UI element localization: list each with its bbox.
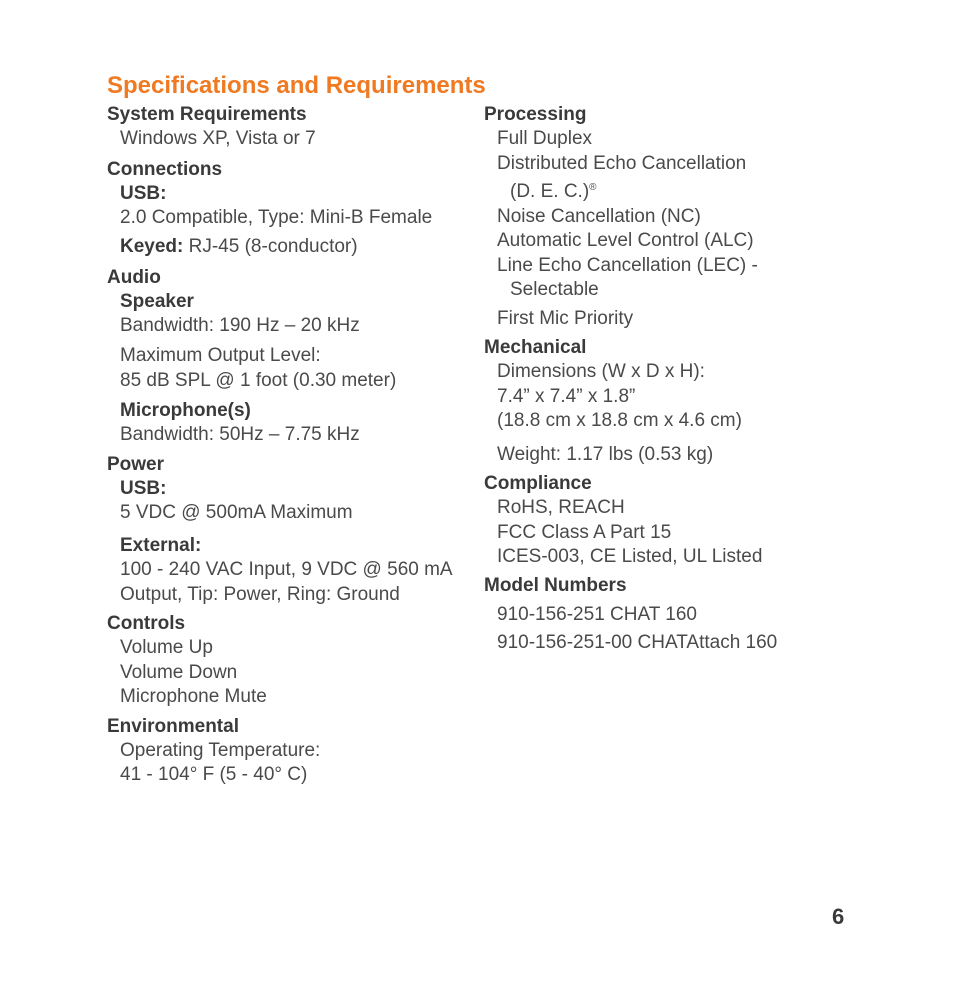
processing-dec-line2: [484, 176, 777, 205]
dec-abbrev: (D. E. C.): [510, 181, 590, 202]
power-heading: Power: [107, 453, 165, 475]
right-column: [484, 103, 777, 656]
connections-usb-label: USB:: [120, 182, 167, 204]
audio-heading: Audio: [107, 266, 161, 288]
controls-item: Microphone Mute: [120, 686, 267, 707]
speaker-max-output-label: Maximum Output Level:: [120, 345, 321, 366]
page-number: 6: [832, 904, 845, 929]
environmental-line2: 41 - 104° F (5 - 40° C): [120, 764, 308, 785]
controls-item: Volume Down: [120, 661, 238, 683]
microphone-bandwidth: Bandwidth: 50Hz – 7.75 kHz: [120, 424, 360, 445]
processing-full-duplex: Full Duplex: [497, 128, 593, 149]
processing-lec-line1: Line Echo Cancellation (LEC) -: [497, 254, 758, 276]
power-usb-label: USB:: [120, 477, 167, 499]
left-column: [107, 103, 453, 788]
system-requirements-value: Windows XP, Vista or 7: [120, 128, 316, 149]
power-usb-value: 5 VDC @ 500mA Maximum: [120, 501, 353, 523]
model-number-item: 910-156-251-00 CHATAttach 160: [497, 632, 778, 653]
mechanical-dimensions-cm: (18.8 cm x 18.8 cm x 4.6 cm): [497, 410, 742, 431]
connections-usb-value: 2.0 Compatible, Type: Mini-B Female: [120, 206, 433, 228]
controls-heading: Controls: [107, 613, 186, 634]
microphone-heading: Microphone(s): [120, 400, 251, 421]
speaker-heading: Speaker: [120, 290, 194, 312]
environmental-line1: Operating Temperature:: [120, 739, 321, 761]
processing-heading: Processing: [484, 104, 587, 125]
processing-dec-line1: Distributed Echo Cancellation: [497, 152, 747, 174]
controls-item: Volume Up: [120, 637, 213, 658]
model-number-item: 910-156-251 CHAT 160: [497, 603, 697, 625]
compliance-heading: Compliance: [484, 473, 592, 494]
power-external-line1: 100 - 240 VAC Input, 9 VDC @ 560 mA: [120, 559, 453, 580]
connections-heading: Connections: [107, 158, 223, 180]
processing-noise: Noise Cancellation (NC): [497, 205, 701, 227]
processing-alc: Automatic Level Control (ALC): [497, 230, 754, 251]
keyed-label: Keyed:: [120, 236, 184, 257]
registered-mark: ®: [589, 182, 597, 193]
processing-lec-line2: Selectable: [510, 279, 599, 300]
speaker-bandwidth: Bandwidth: 190 Hz – 20 kHz: [120, 314, 360, 336]
mechanical-dimensions-inches: 7.4” x 7.4” x 1.8”: [497, 385, 636, 407]
compliance-item: ICES-003, CE Listed, UL Listed: [497, 546, 763, 567]
page-title: Specifications and Requirements: [107, 72, 486, 99]
model-numbers-heading: Model Numbers: [484, 574, 627, 596]
keyed-value: RJ-45 (8-conductor): [183, 236, 358, 257]
connections-keyed: [107, 235, 453, 260]
system-requirements-heading: System Requirements: [107, 104, 307, 125]
speaker-max-output-value: 85 dB SPL @ 1 foot (0.30 meter): [120, 369, 397, 391]
environmental-heading: Environmental: [107, 715, 239, 737]
processing-first-mic: First Mic Priority: [497, 307, 634, 329]
mechanical-dimensions-label: Dimensions (W x D x H):: [497, 361, 705, 382]
compliance-item: RoHS, REACH: [497, 497, 625, 518]
mechanical-weight: Weight: 1.17 lbs (0.53 kg): [497, 443, 714, 465]
power-external-line2: Output, Tip: Power, Ring: Ground: [120, 583, 400, 605]
mechanical-heading: Mechanical: [484, 337, 587, 358]
power-external-label: External:: [120, 535, 202, 556]
compliance-item: FCC Class A Part 15: [497, 521, 672, 543]
